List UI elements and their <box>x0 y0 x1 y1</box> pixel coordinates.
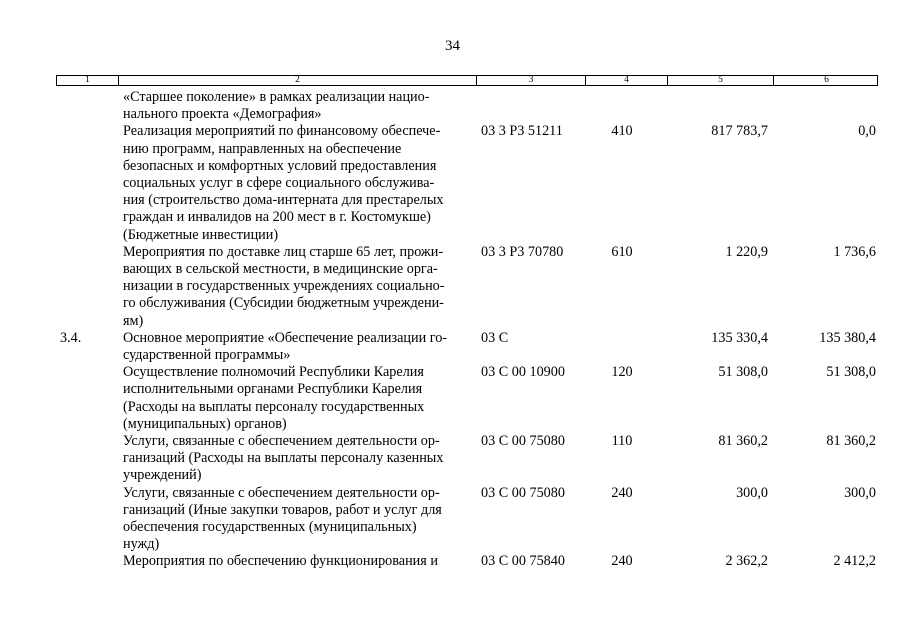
row-code: 03 C 00 75080 <box>481 433 565 449</box>
row-amount-col5: 81 360,2 <box>718 433 768 449</box>
row-description <box>123 244 475 330</box>
row-amount-col5: 300,0 <box>736 484 768 501</box>
description-line: «Старшее поколение» в рамках реализации нацио- <box>123 89 430 105</box>
description-line: (Расходы на выплаты персоналу государственных <box>123 398 425 415</box>
row-code: 03 C 00 10900 <box>481 364 565 381</box>
description-line: ния (строительство дома-интерната для престарелых <box>123 192 444 209</box>
row-amount-col6: 300,0 <box>844 484 876 501</box>
row-amount-col6: 2 412,2 <box>833 553 876 570</box>
description-line: Услуги, связанные с обеспечением деятельности ор- <box>123 433 440 449</box>
description-line: безопасных и комфортных условий предоставления <box>123 157 437 174</box>
description-line: сударственной программы» <box>123 347 291 363</box>
table-row <box>0 553 905 570</box>
description-line: ганизаций (Расходы на выплаты персоналу казенных <box>123 450 444 467</box>
header-col-2: 2 <box>118 76 476 85</box>
table-row <box>0 433 905 485</box>
description-line: низации в государственных учреждениях социально- <box>123 278 445 295</box>
header-col-1: 1 <box>85 75 90 85</box>
table-header-row <box>56 75 878 86</box>
row-expense-type: 240 <box>611 553 633 570</box>
description-line: учреждений) <box>123 467 202 484</box>
description-line: нального проекта «Демография» <box>123 106 322 123</box>
header-col-5: 5 <box>667 76 773 85</box>
table-row <box>0 485 905 554</box>
row-code: 03 3 P3 51211 <box>481 123 563 140</box>
row-code: 03 C <box>481 329 509 346</box>
row-amount-col5: 1 220,9 <box>725 243 768 260</box>
row-code: 03 C 00 75080 <box>481 484 565 501</box>
row-expense-type: 110 <box>611 433 633 449</box>
row-description <box>123 433 475 485</box>
row-amount-col6: 51 308,0 <box>826 364 876 381</box>
description-line: обеспечения государственных (муниципальных) <box>123 519 417 535</box>
description-line: ям) <box>123 312 144 329</box>
table-row <box>0 364 905 433</box>
row-code: 03 3 P3 70780 <box>481 243 564 260</box>
header-col-4: 4 <box>585 76 667 85</box>
description-line: вающих в сельской местности, в медицинские орга- <box>123 261 438 277</box>
row-amount-col6: 135 380,4 <box>819 329 876 346</box>
description-line: (Бюджетные инвестиции) <box>123 226 279 243</box>
row-number: 3.4. <box>60 329 82 346</box>
row-code: 03 C 00 75840 <box>481 553 565 570</box>
row-description <box>123 330 475 364</box>
row-description <box>123 364 475 433</box>
row-amount-col5: 817 783,7 <box>711 123 768 140</box>
description-line: Реализация мероприятий по финансовому обеспече- <box>123 123 441 140</box>
row-amount-col6: 1 736,6 <box>833 243 876 260</box>
description-line: исполнительными органами Республики Карелия <box>123 381 423 398</box>
table-row <box>0 89 905 123</box>
description-line: нию программ, направленных на обеспечение <box>123 140 402 157</box>
table-row <box>0 330 905 364</box>
description-line: ганизаций (Иные закупки товаров, работ и услуг для <box>123 501 442 518</box>
row-expense-type: 120 <box>611 364 633 381</box>
description-line: социальных услуг в сфере социального обслужива- <box>123 175 435 191</box>
description-line: Услуги, связанные с обеспечением деятельности ор- <box>123 484 440 501</box>
description-line: го обслуживания (Субсидии бюджетным учреждени- <box>123 295 444 312</box>
description-line: Осуществление полномочий Республики Карелия <box>123 364 424 381</box>
row-amount-col5: 135 330,4 <box>711 329 768 346</box>
row-amount-col5: 51 308,0 <box>718 364 768 381</box>
description-line: нужд) <box>123 536 160 553</box>
header-col-3: 3 <box>476 76 585 85</box>
row-description <box>123 89 475 123</box>
row-expense-type: 610 <box>611 243 633 260</box>
description-line: Основное мероприятие «Обеспечение реализации го- <box>123 329 448 346</box>
table-row <box>0 244 905 330</box>
table-row <box>0 123 905 243</box>
row-description <box>123 123 475 243</box>
row-description <box>123 553 475 570</box>
header-col-6: 6 <box>773 76 879 85</box>
row-amount-col6: 0,0 <box>858 123 876 140</box>
row-description <box>123 485 475 554</box>
description-line: Мероприятия по обеспечению функционирования и <box>123 553 438 570</box>
description-line: (муниципальных) органов) <box>123 415 287 432</box>
page-number: 34 <box>445 38 460 54</box>
row-expense-type: 410 <box>611 123 633 140</box>
description-line: граждан и инвалидов на 200 мест в г. Костомукше) <box>123 209 431 226</box>
row-amount-col5: 2 362,2 <box>725 553 768 570</box>
row-expense-type: 240 <box>611 484 633 501</box>
row-amount-col6: 81 360,2 <box>826 433 876 449</box>
description-line: Мероприятия по доставке лиц старше 65 лет, прожи- <box>123 243 444 260</box>
